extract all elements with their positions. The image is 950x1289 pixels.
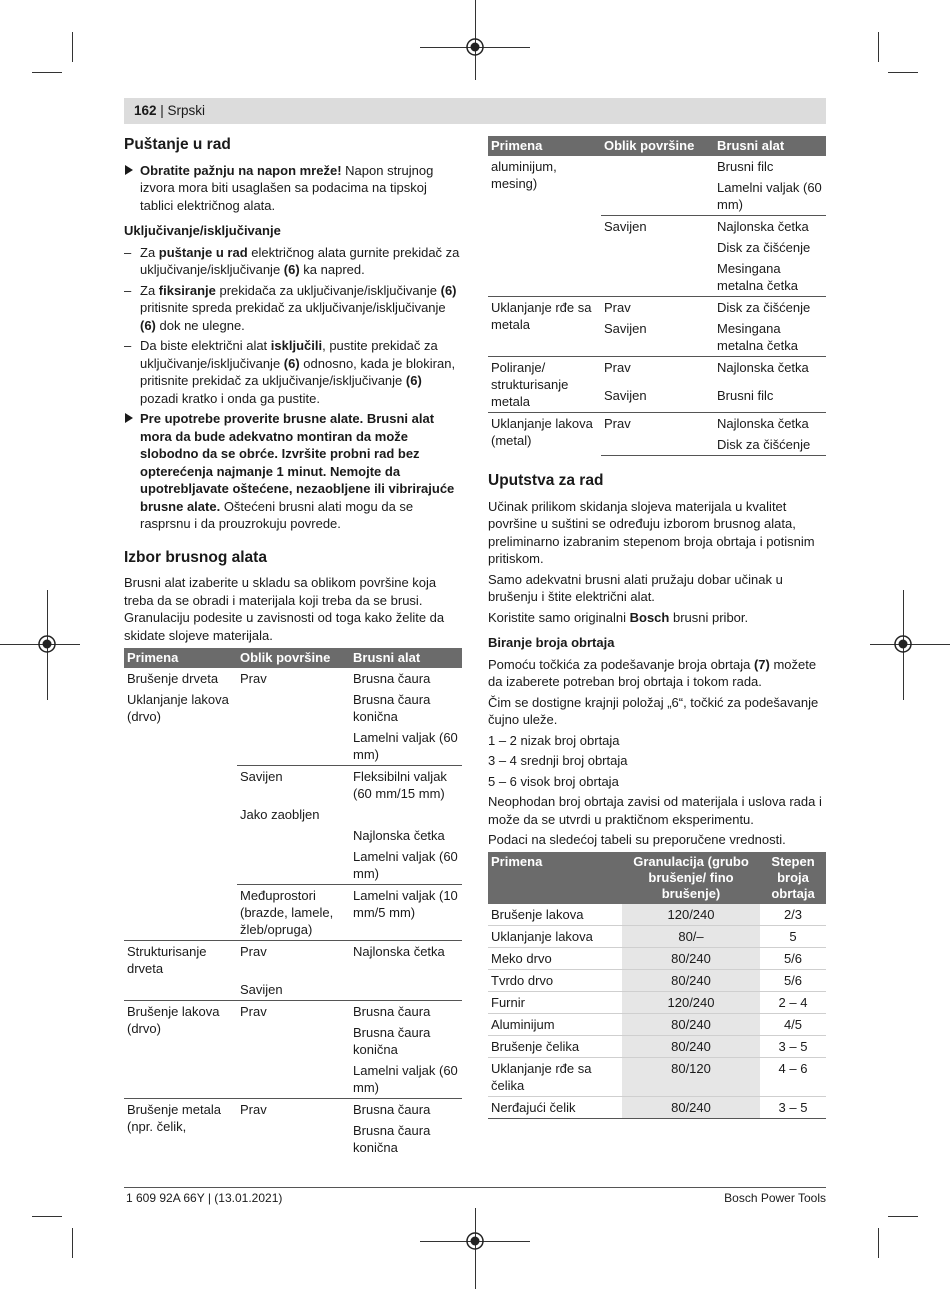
registration-mark-icon xyxy=(893,634,913,654)
header-language: Srpski xyxy=(167,103,206,118)
table-row: Disk za čišćenje xyxy=(488,434,826,456)
paragraph: Čim se dostigne krajnji položaj „6“, točkić za podešavanje čujno uleže. xyxy=(488,694,819,727)
table-row: Brusna čaura konična xyxy=(353,1123,431,1155)
table-row: Poliranje/ strukturisanje metala Prav Najlonska četka xyxy=(488,357,826,385)
table-row: Meko drvo 80/240 5/6 xyxy=(488,947,826,969)
subsection-title-speed: Biranje broja obrtaja xyxy=(488,635,615,650)
table-row: Uklanjanje rđe sa metala Prav Disk za čišćenje xyxy=(488,297,826,319)
paragraph: 3 – 4 srednji broj obrtaja xyxy=(488,753,628,768)
table-row: Savijen xyxy=(240,982,283,997)
registration-mark-icon xyxy=(465,37,485,57)
table-row: Brušenje metala (npr. čelik, Prav Brusna čaura xyxy=(124,1099,462,1121)
left-column xyxy=(124,136,462,1158)
crop-mark xyxy=(878,1228,879,1258)
warning-check-tools: Pre upotrebe proverite brusne alate. Brusni alat mora da bude adekvatno montiran da može slobodno da se obrće. Izvršite probni rad bez opterećenja najmanje 1 minut. Nemojte da upotrebljavate oštećene, nezaobljene ili vibrirajuće brusne alate. Oštećeni brusni alati mogu da se rasprsnu i da prouzrokuju povrede. xyxy=(124,410,462,533)
paragraph: Pomoću točkića za podešavanje broja obrtaja (7) možete da izaberete potreban broj obrtaja i tokom rada. xyxy=(488,656,817,689)
dash-item-start: – Za puštanje u rad električnog alata gurnite prekidač za uključivanje/isključivanje (6) ka napred. xyxy=(124,244,460,277)
table-row: Uklanjanje lakova (drvo) Brusna čaura konična xyxy=(127,692,431,724)
paragraph: Učinak prilikom skidanja slojeva materijala u kvalitet površine u suštini se određuju izborom brusnog alata, preliminarno izabranim stepenom broja obrtaja i potisnim pritiskom. xyxy=(488,498,815,566)
table-row: Brušenje drveta Prav Brusna čaura xyxy=(127,671,431,686)
table-row: Nerđajući čelik 80/240 3 – 5 xyxy=(488,1096,826,1118)
triangle-bullet-icon xyxy=(125,165,133,175)
table-row: Uklanjanje lakova 80/– 5 xyxy=(488,925,826,947)
table-row: Uklanjanje rđe sa čelika 80/120 4 – 6 xyxy=(488,1057,826,1096)
application-table-1: Primena Oblik površine Brusni alat Brušenje drveta Prav Brusna čaura Uklanjanje lakova (drvo) Brusna čaura konična Lamelni valjak (60 mm) Savijen Fleksibilni valjak (60 mm/15 mm) Jako zaobljen Najlonska četka Lamelni valjak (60 mm) Međuprostori (brazde, lamele, žleb/opruga) Lamelni valjak (10 mm/5 mm) Strukturisanje drveta Prav Najlonska četka Savijen Brušenje lakova (drvo) Prav Brusna čaura Brusna čaura konična Lamelni valjak (60 mm) Brušenje metala (npr. čelik, Prav Brusna čaura Brusna čaura konična xyxy=(124,648,462,1158)
table-row: Brusna čaura konična xyxy=(353,1025,431,1057)
registration-mark-icon xyxy=(37,634,57,654)
dash-bullet-icon: – xyxy=(124,282,132,298)
dash-item-stop: – Da biste električni alat isključili, pustite prekidač za uključivanje/isključivanje (6) odnosno, kada je blokiran, pritisnite prekidač za uključivanje/isključivanje (6) pozadi kratko i onda ga pustite. xyxy=(124,338,456,406)
table-row: Jako zaobljen xyxy=(240,807,320,822)
footer-brand: Bosch Power Tools xyxy=(724,1191,826,1205)
table-row: Brušenje čelika 80/240 3 – 5 xyxy=(488,1035,826,1057)
paragraph-tool-selection: Brusni alat izaberite u skladu sa oblikom površine koja treba da se obradi i materijala koji treba da se brusi. Granulaciju podesite u zavisnosti od toga kako želite da skidate slojeve materijala. xyxy=(124,575,445,643)
table-row: Savijen Mesingana metalna četka xyxy=(604,321,798,353)
page-number: 162 xyxy=(134,103,157,118)
header-text: 162 | Srpski xyxy=(134,103,206,118)
paragraph: 1 – 2 nizak broj obrtaja xyxy=(488,732,620,748)
paragraph: Samo adekvatni brusni alati pružaju dobar učinak u brušenju i štite električni alat. xyxy=(488,571,783,604)
right-column xyxy=(488,136,826,1119)
paragraph: Neophodan broj obrtaja zavisi od materijala i uslova rada i može da se utvrdi u praktičnom eksperimentu. xyxy=(488,794,822,827)
table-row: Mesingana metalna četka xyxy=(717,261,798,293)
table-row: Međuprostori (brazde, lamele, žleb/opruga) Lamelni valjak (10 mm/5 mm) xyxy=(124,885,462,941)
table-row: Savijen Brusni filc xyxy=(604,387,774,403)
paragraph: Koristite samo originalni Bosch brusni pribor. xyxy=(488,609,749,625)
table-row: aluminijum, mesing) Brusni filc xyxy=(491,159,774,191)
dash-bullet-icon: – xyxy=(124,244,132,260)
table-row: Savijen Najlonska četka xyxy=(488,216,826,238)
table-row: Lamelni valjak (60 mm) xyxy=(353,849,458,881)
dash-item-lock: – Za fiksiranje prekidača za uključivanje/isključivanje (6) pritisnite spreda prekidač za uključivanje/isključivanje (6) dok ne ulegne. xyxy=(124,282,457,333)
footer-doc-number: 1 609 92A 66Y | (13.01.2021) xyxy=(126,1191,283,1205)
dash-bullet-icon: – xyxy=(124,338,132,353)
table-row: Disk za čišćenje xyxy=(717,240,811,255)
crop-mark xyxy=(888,1216,918,1217)
application-table-2: Primena Oblik površine Brusni alat aluminijum, mesing) Brusni filc Lamelni valjak (60 mm) Savijen Najlonska četka Disk za čišćenje Mesingana metalna četka Uklanjanje rđe sa metala Prav Disk za čišćenje Savijen Mesingana metalna četka Poliranje/ strukturisanje metala Prav Najlonska četka Savijen Brusni filc Uklanjanje lakova (metal) Prav Najlonska četka Disk za čišćenje xyxy=(488,136,826,456)
warning-voltage: Obratite pažnju na napon mreže! Napon strujnog izvora mora biti usaglašen sa podacima na tipskoj tablici električnog alata. xyxy=(124,162,462,215)
paragraph: 5 – 6 visok broj obrtaja xyxy=(488,773,619,789)
section-title-startup: Puštanje u rad xyxy=(124,136,231,153)
table-row: Aluminijum 80/240 4/5 xyxy=(488,1013,826,1035)
table-row: Lamelni valjak (60 mm) xyxy=(353,730,458,762)
speed-table: Primena Granulacija (grubo brušenje/ fino brušenje) Stepen broja obrtaja Brušenje lakova 120/240 2/3 Uklanjanje lakova 80/– 5 Meko drvo 80/240 5/6 Tvrdo drvo 80/240 5/6 Furnir 120/240 2 – 4 Aluminijum 80/240 4/5 Brušenje čelika 80/240 3 – 5 Uklanjanje rđe sa čelika 80/120 4 – 6 Nerđajući čelik 80/240 3 – 5 xyxy=(488,852,826,1119)
table-row: Lamelni valjak (60 mm) xyxy=(353,1063,458,1095)
registration-mark-icon xyxy=(465,1231,485,1251)
section-title-instructions: Uputstva za rad xyxy=(488,472,604,489)
crop-mark xyxy=(32,72,62,73)
table-row: Savijen Fleksibilni valjak (60 mm/15 mm) xyxy=(124,766,462,805)
section-title-tool-selection: Izbor brusnog alata xyxy=(124,548,267,566)
triangle-bullet-icon xyxy=(125,413,133,423)
paragraph: Podaci na sledećoj tabeli su preporučene vrednosti. xyxy=(488,832,786,847)
table-row: Uklanjanje lakova (metal) Prav Najlonska četka xyxy=(488,413,826,435)
crop-mark xyxy=(32,1216,62,1217)
crop-mark xyxy=(888,72,918,73)
footer-divider xyxy=(124,1187,826,1188)
table-row: Tvrdo drvo 80/240 5/6 xyxy=(488,969,826,991)
crop-mark xyxy=(72,1228,73,1258)
table-row: Najlonska četka xyxy=(353,828,445,843)
subsection-title-switch: Uključivanje/isključivanje xyxy=(124,223,281,238)
crop-mark xyxy=(72,32,73,62)
table-row: Brušenje lakova 120/240 2/3 xyxy=(488,904,826,926)
crop-mark xyxy=(878,32,879,62)
table-row: Strukturisanje drveta Prav Najlonska četka xyxy=(124,941,462,980)
page-header xyxy=(124,98,826,124)
table-row: Brušenje lakova (drvo) Prav Brusna čaura xyxy=(124,1001,462,1023)
table-row: Furnir 120/240 2 – 4 xyxy=(488,991,826,1013)
table-row: Lamelni valjak (60 mm) xyxy=(717,180,822,212)
